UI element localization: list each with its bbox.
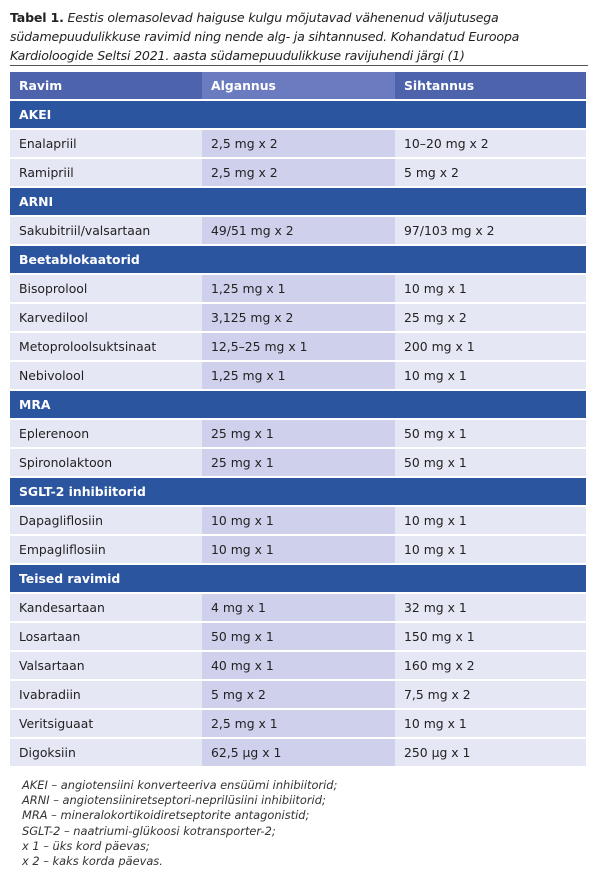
group-row — [10, 477, 586, 506]
target-dose: 10 mg x 1 — [395, 361, 586, 390]
drug-name: Ivabradiin — [10, 680, 202, 709]
drug-name: Karvedilool — [10, 303, 202, 332]
drug-name: Digoksiin — [10, 738, 202, 767]
table-row — [10, 129, 586, 158]
footnote: x 2 – kaks korda päevas. — [22, 854, 163, 869]
footnote: x 1 – üks kord päevas; — [22, 838, 150, 853]
footnote: MRA – mineralokortikoidiretseptorite antagonistid; — [22, 808, 310, 823]
drug-name: Kandesartaan — [10, 593, 202, 622]
target-dose: 160 mg x 2 — [395, 651, 586, 680]
start-dose: 40 mg x 1 — [202, 651, 395, 680]
start-dose: 50 mg x 1 — [202, 622, 395, 651]
start-dose: 10 mg x 1 — [202, 506, 395, 535]
target-dose: 97/103 mg x 2 — [395, 216, 586, 245]
footnotes — [22, 778, 337, 869]
group-row — [10, 100, 586, 129]
drug-name: Nebivolool — [10, 361, 202, 390]
group-name: MRA — [10, 390, 586, 419]
target-dose: 10 mg x 1 — [395, 506, 586, 535]
start-dose: 4 mg x 1 — [202, 593, 395, 622]
table-row — [10, 680, 586, 709]
table-row — [10, 303, 586, 332]
group-row — [10, 245, 586, 274]
divider — [10, 65, 588, 66]
table-row — [10, 158, 586, 187]
group-name: Beetablokaatorid — [10, 245, 586, 274]
target-dose: 150 mg x 1 — [395, 622, 586, 651]
drug-name: Veritsiguaat — [10, 709, 202, 738]
drug-name: Valsartaan — [10, 651, 202, 680]
table-caption — [10, 8, 590, 65]
group-name: Teised ravimid — [10, 564, 586, 593]
target-dose: 32 mg x 1 — [395, 593, 586, 622]
start-dose: 2,5 mg x 2 — [202, 129, 395, 158]
table-row — [10, 622, 586, 651]
target-dose: 50 mg x 1 — [395, 419, 586, 448]
target-dose: 10–20 mg x 2 — [395, 129, 586, 158]
table-row — [10, 361, 586, 390]
caption-label: Tabel 1. — [10, 10, 64, 25]
group-name: ARNI — [10, 187, 586, 216]
start-dose: 25 mg x 1 — [202, 419, 395, 448]
start-dose: 2,5 mg x 2 — [202, 158, 395, 187]
start-dose: 10 mg x 1 — [202, 535, 395, 564]
header-algannus: Algannus — [202, 72, 395, 100]
drug-name: Enalapriil — [10, 129, 202, 158]
table-row — [10, 274, 586, 303]
target-dose: 10 mg x 1 — [395, 535, 586, 564]
drug-name: Bisoprolool — [10, 274, 202, 303]
drug-name: Empagliflosiin — [10, 535, 202, 564]
table-row — [10, 332, 586, 361]
table-row — [10, 709, 586, 738]
start-dose: 5 mg x 2 — [202, 680, 395, 709]
target-dose: 25 mg x 2 — [395, 303, 586, 332]
dosage-table — [10, 72, 586, 768]
target-dose: 200 mg x 1 — [395, 332, 586, 361]
drug-name: Ramipriil — [10, 158, 202, 187]
start-dose: 62,5 µg x 1 — [202, 738, 395, 767]
group-name: AKEI — [10, 100, 586, 129]
start-dose: 49/51 mg x 2 — [202, 216, 395, 245]
drug-name: Eplerenoon — [10, 419, 202, 448]
target-dose: 10 mg x 1 — [395, 274, 586, 303]
drug-name: Losartaan — [10, 622, 202, 651]
table-row — [10, 216, 586, 245]
table-row — [10, 535, 586, 564]
drug-name: Metoproloolsuktsinaat — [10, 332, 202, 361]
target-dose: 250 µg x 1 — [395, 738, 586, 767]
group-row — [10, 187, 586, 216]
table-row — [10, 738, 586, 767]
footnote: SGLT-2 – naatriumi-glükoosi kotransporter-2; — [22, 823, 276, 838]
table-row — [10, 506, 586, 535]
caption-text: Eestis olemasolevad haiguse kulgu mõjutavad vähenenud väljutusega südamepuudulikkuse ravimid ning nende alg- ja sihtannused. Kohandatud Euroopa Kardioloogide Seltsi 2021. aasta südamepuudulikkuse ravijuhendi järgi (1) — [10, 10, 520, 63]
table-header — [10, 72, 586, 100]
footnote: ARNI – angiotensiiniretseptori-neprilüsiini inhibiitorid; — [22, 793, 326, 808]
target-dose: 50 mg x 1 — [395, 448, 586, 477]
start-dose: 3,125 mg x 2 — [202, 303, 395, 332]
group-row — [10, 564, 586, 593]
target-dose: 7,5 mg x 2 — [395, 680, 586, 709]
start-dose: 1,25 mg x 1 — [202, 361, 395, 390]
target-dose: 10 mg x 1 — [395, 709, 586, 738]
table-row — [10, 419, 586, 448]
start-dose: 25 mg x 1 — [202, 448, 395, 477]
table-row — [10, 651, 586, 680]
header-sihtannus: Sihtannus — [395, 72, 586, 100]
table-row — [10, 448, 586, 477]
group-row — [10, 390, 586, 419]
drug-name: Dapagliflosiin — [10, 506, 202, 535]
drug-name: Spironolaktoon — [10, 448, 202, 477]
header-ravim: Ravim — [10, 72, 202, 100]
start-dose: 2,5 mg x 1 — [202, 709, 395, 738]
group-name: SGLT-2 inhibiitorid — [10, 477, 586, 506]
table-row — [10, 593, 586, 622]
drug-name: Sakubitriil/valsartaan — [10, 216, 202, 245]
target-dose: 5 mg x 2 — [395, 158, 586, 187]
start-dose: 1,25 mg x 1 — [202, 274, 395, 303]
start-dose: 12,5–25 mg x 1 — [202, 332, 395, 361]
footnote: AKEI – angiotensiini konverteeriva ensüümi inhibiitorid; — [22, 778, 338, 792]
